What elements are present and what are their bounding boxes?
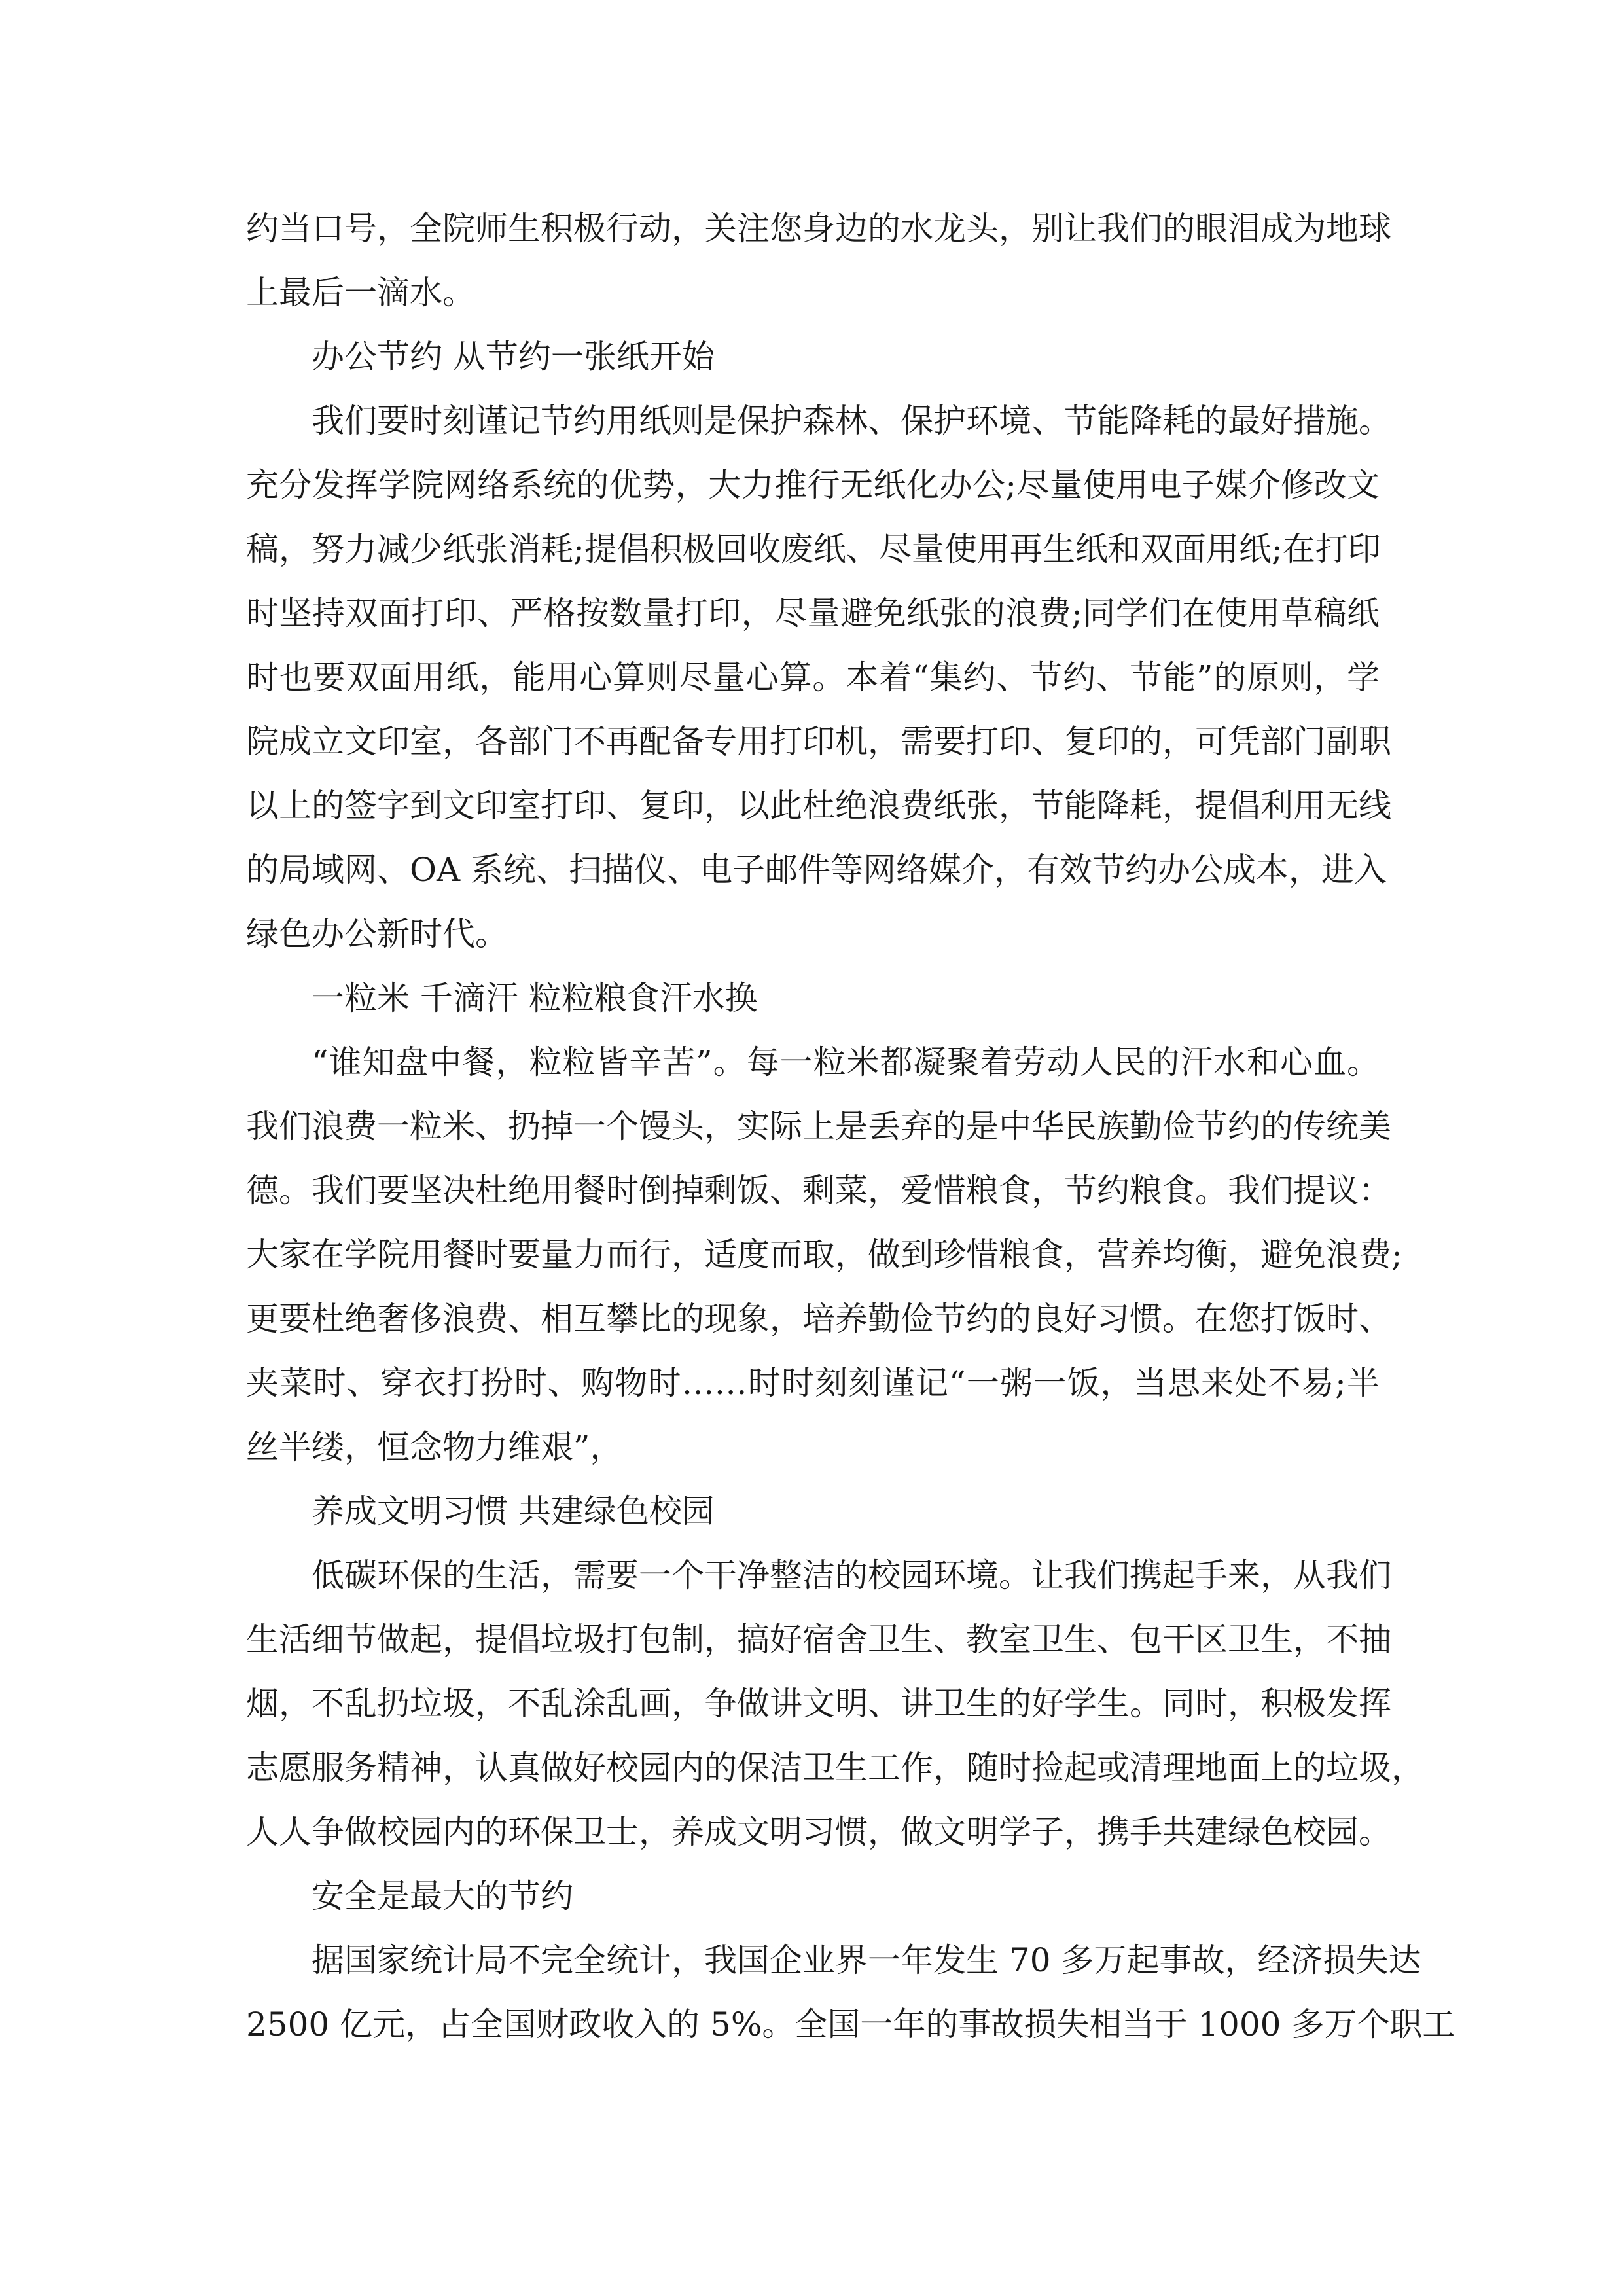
text-line: 更要杜绝奢侈浪费、相互攀比的现象，培养勤俭节约的良好习惯。在您打饭时、 [246, 1300, 1391, 1338]
text-line: 烟，不乱扔垃圾，不乱涂乱画，争做讲文明、讲卫生的好学生。同时，积极发挥 [246, 1685, 1391, 1723]
text-line: 我们浪费一粒米、扔掉一个馒头，实际上是丢弃的是中华民族勤俭节约的传统美 [246, 1107, 1391, 1145]
text-line: 志愿服务精神，认真做好校园内的保洁卫生工作，随时捡起或清理地面上的垃圾， [246, 1749, 1424, 1787]
section-heading: 办公节约 从节约一张纸开始 [312, 338, 715, 376]
text-line: 生活细节做起，提倡垃圾打包制，搞好宿舍卫生、教室卫生、包干区卫生，不抽 [246, 1621, 1391, 1659]
text-line: 低碳环保的生活，需要一个干净整洁的校园环境。让我们携起手来，从我们 [312, 1556, 1391, 1594]
section-heading: 养成文明习惯 共建绿色校园 [312, 1492, 715, 1530]
text-line: 丝半缕，恒念物力维艰”， [246, 1428, 623, 1466]
text-line: 以上的签字到文印室打印、复印，以此杜绝浪费纸张，节能降耗，提倡利用无线 [246, 787, 1391, 825]
text-line: 院成立文印室，各部门不再配备专用打印机，需要打印、复印的，可凭部门副职 [246, 723, 1391, 761]
text-line: 稿，努力减少纸张消耗;提倡积极回收废纸、尽量使用再生纸和双面用纸;在打印 [246, 530, 1381, 568]
text-line: 的局域网、OA 系统、扫描仪、电子邮件等网络媒介，有效节约办公成本，进入 [246, 851, 1387, 889]
text-line: 上最后一滴水。 [246, 274, 475, 312]
document-page [246, 196, 1455, 2056]
text-line: 约当口号，全院师生积极行动，关注您身边的水龙头，别让我们的眼泪成为地球 [246, 209, 1391, 247]
text-line: 据国家统计局不完全统计，我国企业界一年发生 70 多万起事故，经济损失达 [312, 1941, 1421, 1979]
text-line: “谁知盘中餐，粒粒皆辛苦”。每一粒米都凝聚着劳动人民的汗水和心血。 [312, 1043, 1380, 1081]
text-line: 德。我们要坚决杜绝用餐时倒掉剩饭、剩菜，爱惜粮食，节约粮食。我们提议： [246, 1172, 1391, 1210]
text-line: 我们要时刻谨记节约用纸则是保护森林、保护环境、节能降耗的最好措施。 [312, 402, 1391, 440]
section-heading: 一粒米 千滴汗 粒粒粮食汗水换 [312, 979, 758, 1017]
text-line: 大家在学院用餐时要量力而行，适度而取，做到珍惜粮食，营养均衡，避免浪费; [246, 1236, 1402, 1274]
text-line: 时坚持双面打印、严格按数量打印，尽量避免纸张的浪费;同学们在使用草稿纸 [246, 594, 1380, 632]
text-line: 绿色办公新时代。 [246, 915, 508, 953]
text-line: 2500 亿元，占全国财政收入的 5%。全国一年的事故损失相当于 1000 多万个职工 [246, 2005, 1455, 2043]
text-line: 时也要双面用纸，能用心算则尽量心算。本着“集约、节约、节能”的原则，学 [246, 658, 1380, 696]
text-line: 夹菜时、穿衣打扮时、购物时……时时刻刻谨记“一粥一饭，当思来处不易;半 [246, 1364, 1380, 1402]
text-line: 充分发挥学院网络系统的优势，大力推行无纸化办公;尽量使用电子媒介修改文 [246, 466, 1380, 504]
section-heading: 安全是最大的节约 [312, 1877, 573, 1915]
text-line: 人人争做校园内的环保卫士，养成文明习惯，做文明学子，携手共建绿色校园。 [246, 1813, 1391, 1851]
